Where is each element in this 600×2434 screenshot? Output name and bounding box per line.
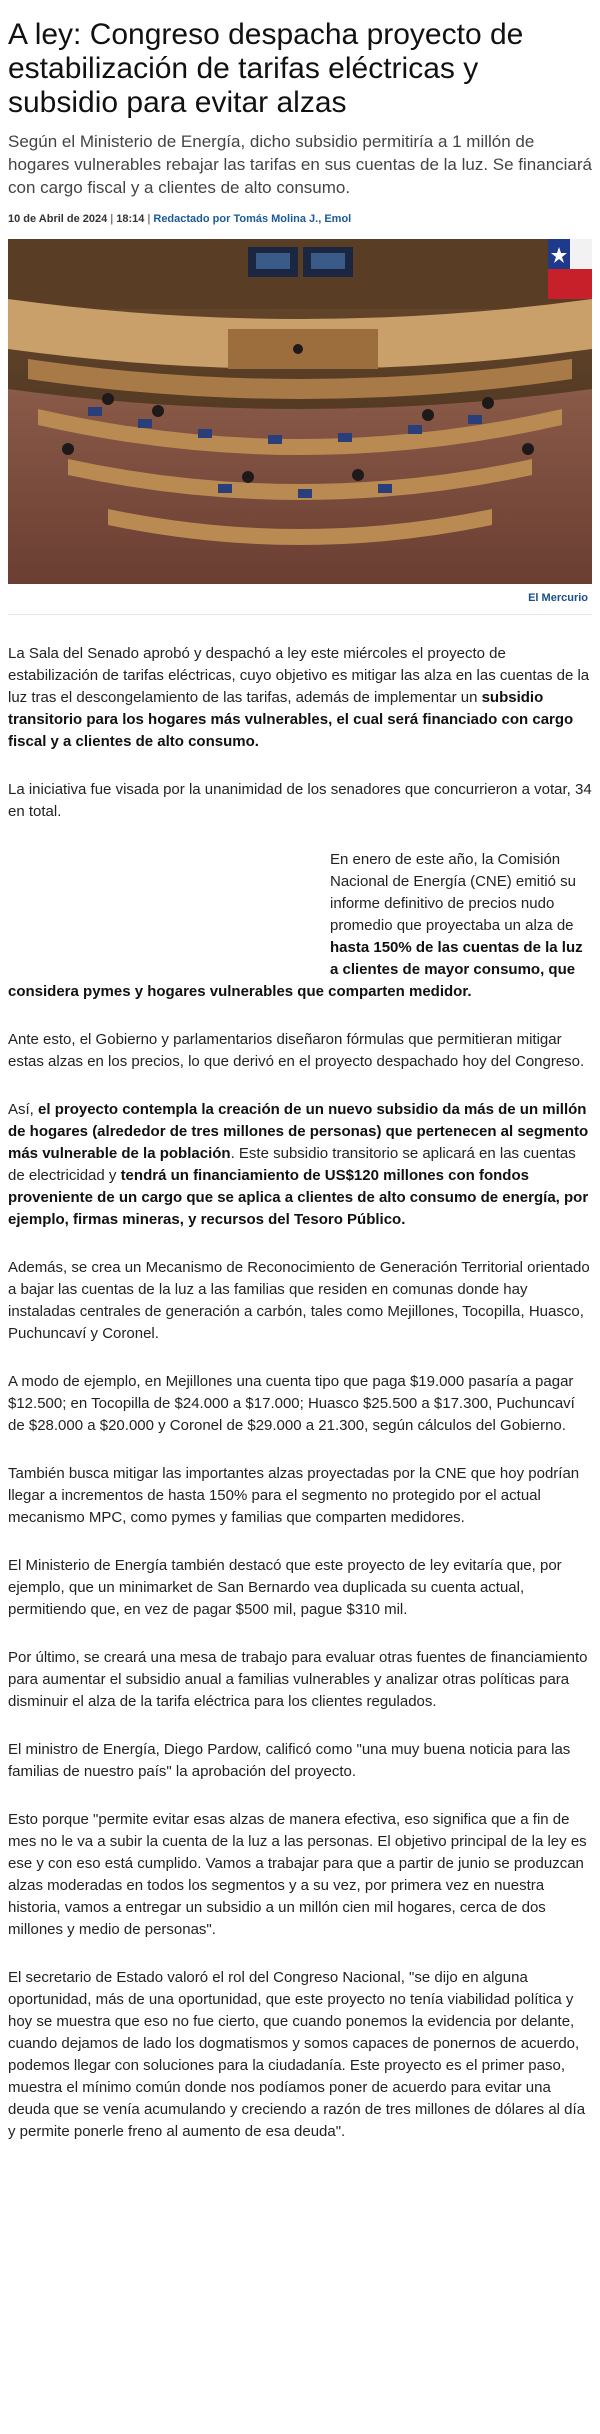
paragraph-12: Esto porque "permite evitar esas alzas de manera efectiva, eso significa que a fin de mes no le va a subir la cuenta de la luz a las personas. El objetivo principal de la ley es ese y con eso está cumplido. Vamos a trabajar para que a partir de junio se produzcan alzas moderadas en todos los segmentos y a su vez, por primera vez en nuestra historia, vamos a entregar un subsidio a un millón cien mil hogares, cerca de dos millones y medio de personas". bbox=[8, 1811, 587, 1938]
paragraph-8: También busca mitigar las importantes alzas proyectadas por la CNE que hoy podrían llegar a incrementos de hasta 150% para el segmento no protegido por el actual mecanismo MPC, como pymes y familias que comparten medidores. bbox=[8, 1465, 580, 1526]
photo-caption: El Mercurio bbox=[8, 584, 592, 615]
lead-summary: Según el Ministerio de Energía, dicho subsidio permitiría a 1 millón de hogares vulnerables rebajar las tarifas en sus cuentas de la luz. Se financiará con cargo fiscal y a clientes de alto consumo. bbox=[8, 132, 593, 197]
senate-chamber-photo-icon bbox=[8, 239, 592, 584]
paragraph-13: El secretario de Estado valoró el rol del Congreso Nacional, "se dijo en alguna oportunidad, más de una oportunidad, que este proyecto no tenía viabilidad política y hoy se muestra que eso no fue cierto, que cuando ponemos la evidencia por delante, cuando dejamos de lado los dogmatismos y somos capaces de ponernos de acuerdo, podemos llegar con soluciones para la ciudadanía. Este proyecto es el primer paso, muestra el mínimo común donde nos podíamos poner de acuerdo para evitar una deuda que se venía acumulando y creciendo a razón de tres millones de dólares al día y permite ponerle freno al aumento de esa deuda". bbox=[8, 1969, 586, 2140]
paragraph-5: Así, el proyecto contempla la creación de un nuevo subsidio da más de un millón de hogares (alrededor de tres millones de personas) que pertenecen al segmento más vulnerable de la población. Este subsidio transitorio se aplicará en las cuentas de electricidad y tendrá un financiamiento de US$120 millones con fondos proveniente de un cargo que se aplica a clientes de alto consumo de energía, por ejemplo, firmas mineras, y recursos del Tesoro Público. bbox=[8, 1101, 589, 1228]
article-photo bbox=[8, 239, 592, 615]
paragraph-2: La iniciativa fue visada por la unanimidad de los senadores que concurrieron a votar, 34 en total. bbox=[8, 781, 592, 820]
paragraph-9: El Ministerio de Energía también destacó que este proyecto de ley evitaría que, por ejemplo, que un minimarket de San Bernardo vea duplicada su cuenta actual, permitiendo que, en vez de pagar $500 mil, pague $310 mil. bbox=[8, 1557, 562, 1618]
paragraph-1: La Sala del Senado aprobó y despachó a ley este miércoles el proyecto de estabilización de tarifas eléctricas, cuyo objetivo es mitigar las alza en las cuentas de la luz tras el descongelamiento de las tarifas, además de implementar un subsidio transitorio para los hogares más vulnerables, el cual será financiado con cargo fiscal y a clientes de alto consumo. bbox=[8, 645, 590, 750]
publish-time: 18:14 bbox=[116, 213, 145, 225]
publish-date: 10 de Abril de 2024 bbox=[8, 213, 108, 225]
article-body bbox=[8, 643, 592, 2143]
paragraph-7: A modo de ejemplo, en Mejillones una cuenta tipo que paga $19.000 pasaría a pagar $12.500; en Tocopilla de $24.000 a $17.000; Huasco $25.500 a $17.300, Puchuncaví de $28.000 a $20.000 y Coronel de $29.000 a 21.300, según cálculos del Gobierno. bbox=[8, 1373, 575, 1434]
float-paragraph bbox=[8, 849, 592, 1003]
author-link[interactable]: Tomás Molina J., Emol bbox=[233, 213, 352, 225]
headline: A ley: Congreso despacha proyecto de estabilización de tarifas eléctricas y subsidio para evitar alzas bbox=[8, 18, 524, 119]
paragraph-11: El ministro de Energía, Diego Pardow, calificó como "una muy buena noticia para las familias de nuestro país" la aprobación del proyecto. bbox=[8, 1741, 571, 1780]
paragraph-4: Ante esto, el Gobierno y parlamentarios diseñaron fórmulas que permitieran mitigar estas alzas en los precios, lo que derivó en el proyecto despachado hoy del Congreso. bbox=[8, 1031, 585, 1070]
byline-prefix: Redactado por bbox=[153, 213, 231, 225]
embedded-media-placeholder bbox=[8, 849, 330, 981]
article-meta: 10 de Abril de 2024 | 18:14 | Redactado por Tomás Molina J., Emol bbox=[8, 213, 352, 225]
paragraph-3: En enero de este año, la Comisión Nacional de Energía (CNE) emitió su informe definitivo de precios nudo promedio que proyectaba un alza de hasta 150% de las cuentas de la luz a clientes de mayor consumo, que considera pymes y hogares vulnerables que comparten medidor. bbox=[8, 851, 583, 1000]
paragraph-10: Por último, se creará una mesa de trabajo para evaluar otras fuentes de financiamiento para aumentar el subsidio anual a familias vulnerables y analizar otras políticas para disminuir el alza de la tarifa eléctrica para los clientes regulados. bbox=[8, 1649, 588, 1710]
article bbox=[0, 18, 600, 2199]
paragraph-6: Además, se crea un Mecanismo de Reconocimiento de Generación Territorial orientado a bajar las cuentas de la luz a las familias que residen en comunas donde hay instaladas centrales de generación a carbón, tales como Mejillones, Tocopilla, Huasco, Puchuncaví y Coronel. bbox=[8, 1259, 590, 1342]
